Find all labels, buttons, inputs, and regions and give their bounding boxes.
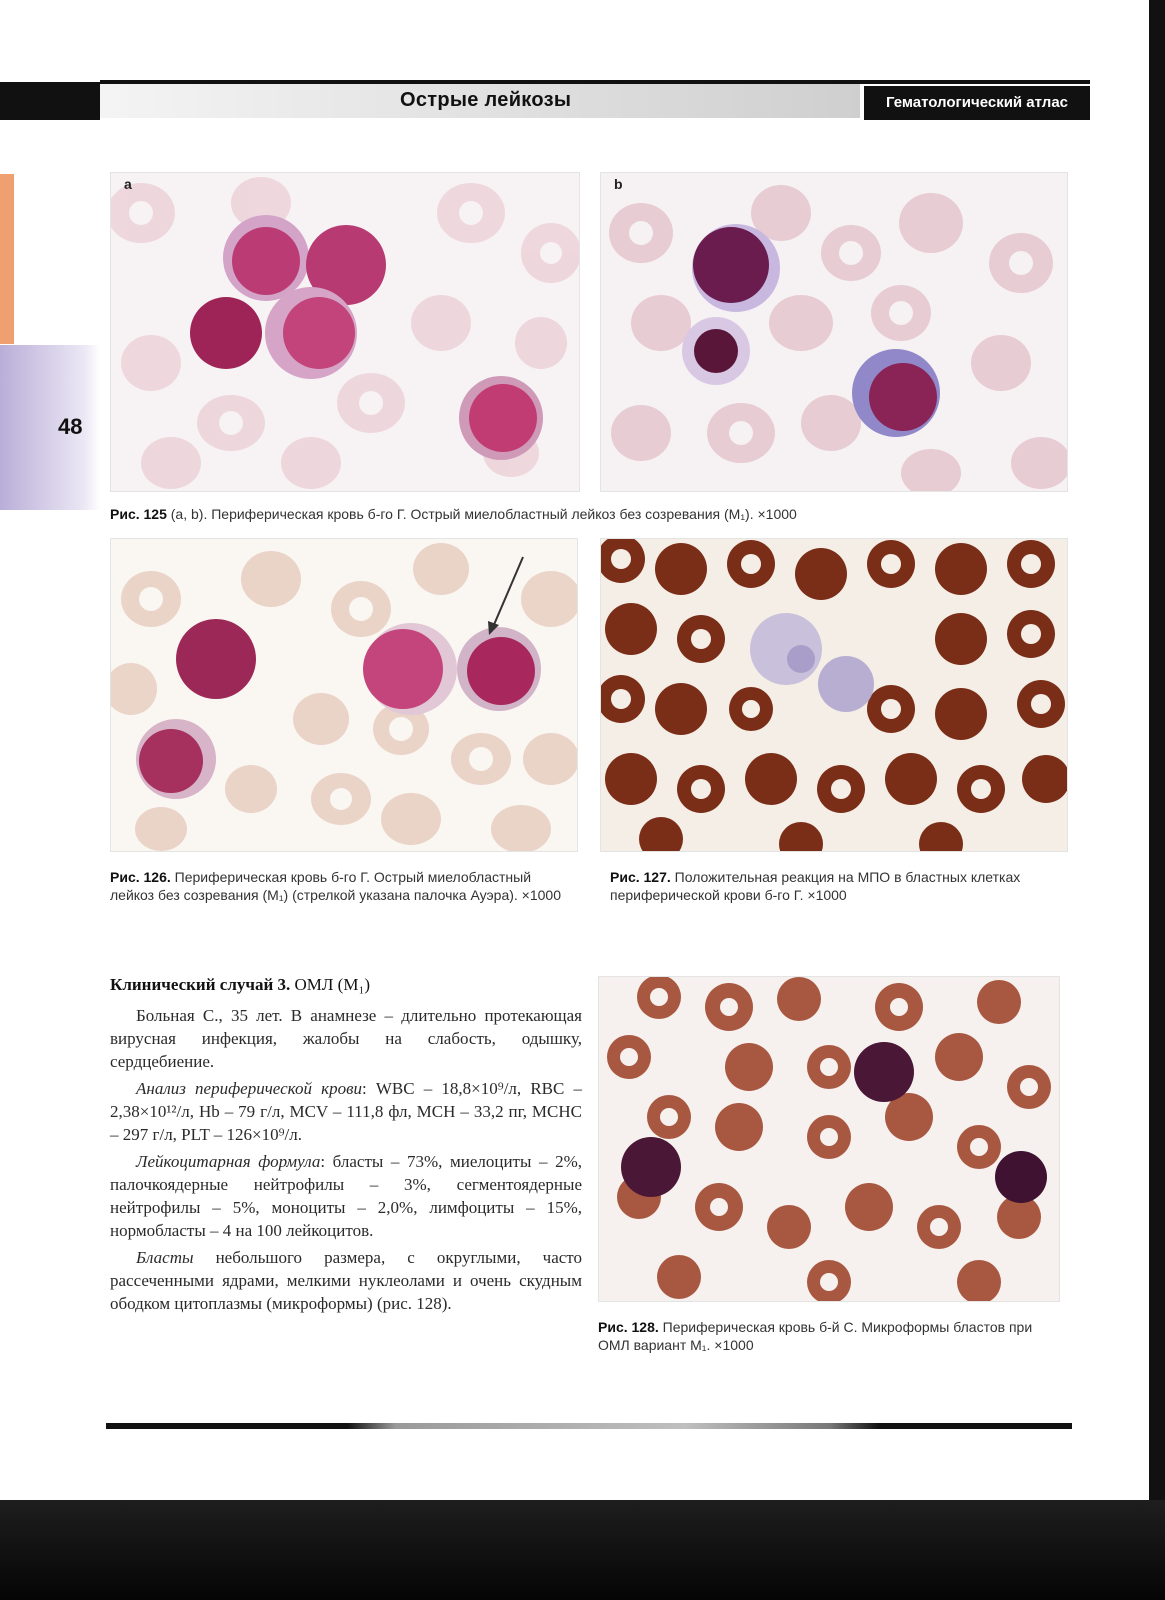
caption-text: Положительная реакция на МПО в бластных клетках периферической крови б-го Г. ×1000: [610, 869, 1021, 903]
caption-text: Периферическая кровь б-го Г. Острый миелобластный лейкоз без созревания (M₁) (стрелкой указана палочка Ауэра). ×1000: [110, 869, 561, 903]
case-paragraph-history: Больная С., 35 лет. В анамнезе – длительно протекающая вирусная инфекция, жалобы на слабость, одышку, сердцебиение.: [110, 1006, 582, 1071]
blood-test-label: Анализ периферической крови: [136, 1079, 362, 1098]
caption-label: Рис. 125: [110, 506, 167, 522]
header-black-block: [0, 82, 100, 120]
chapter-tab-orange: [0, 174, 14, 344]
case-paragraph-blasts: [110, 1246, 582, 1315]
clinical-case-variant: ОМЛ (M₁): [290, 975, 371, 994]
blasts-label: Бласты: [136, 1248, 194, 1267]
figure-127-micrograph: [600, 538, 1068, 852]
clinical-case-heading: [110, 975, 370, 995]
caption-fig-125: [110, 505, 1070, 523]
caption-label: Рис. 126.: [110, 869, 171, 885]
blasts-description: небольшого размера, с округлыми, часто рассеченными ядрами, мелкими нуклеолами и очень скудным ободком цитоплазмы (микроформы) (рис. 128).: [110, 1248, 582, 1313]
caption-label: Рис. 127.: [610, 869, 671, 885]
scan-bottom-shadow: [0, 1500, 1165, 1600]
caption-fig-128: [598, 1318, 1058, 1354]
caption-fig-126: [110, 868, 576, 904]
figure-126-micrograph: [110, 538, 578, 852]
caption-label: Рис. 128.: [598, 1319, 659, 1335]
case-paragraph-leukogram: [110, 1150, 582, 1242]
figure-128-micrograph: [598, 976, 1060, 1302]
case-paragraph-blood-test: [110, 1077, 582, 1146]
caption-text: Периферическая кровь б-й С. Микроформы бластов при ОМЛ вариант M₁. ×1000: [598, 1319, 1033, 1353]
footer-rule: [106, 1423, 1072, 1429]
caption-text: (a, b). Периферическая кровь б-го Г. Острый миелобластный лейкоз без созревания (M₁). ×1000: [166, 506, 797, 522]
figure-125a-micrograph: [110, 172, 580, 492]
figure-125b-micrograph: [600, 172, 1068, 492]
clinical-case-title: Клинический случай 3.: [110, 975, 291, 994]
caption-fig-127: [610, 868, 1066, 904]
book-title: Гематологический атлас: [864, 86, 1090, 120]
panel-label-b: b: [614, 176, 623, 192]
leukogram-label: Лейкоцитарная формула: [136, 1152, 321, 1171]
leukogram-values: : бласты – 73%, миелоциты – 2%, палочкоядерные нейтрофилы – 3%, сегментоядерные нейтрофилы – 5%, моноциты – 2,0%, лимфоциты – 15%, нормобласты – 4 на 100 лейкоцитов.: [110, 1152, 582, 1240]
section-title: Острые лейкозы: [400, 89, 572, 111]
chapter-tab-purple: [0, 345, 100, 510]
panel-label-a: a: [124, 176, 132, 192]
page-edge-shadow: [1149, 0, 1165, 1600]
page-number: 48: [58, 414, 83, 439]
blood-test-values: : WBC – 18,8×10⁹/л, RBC – 2,38×10¹²/л, Hb – 79 г/л, MCV – 111,8 фл, MCH – 33,2 пг, MCHC – 297 г/л, PLT – 126×10⁹/л.: [110, 1079, 583, 1144]
clinical-case-body: [110, 1004, 582, 1319]
